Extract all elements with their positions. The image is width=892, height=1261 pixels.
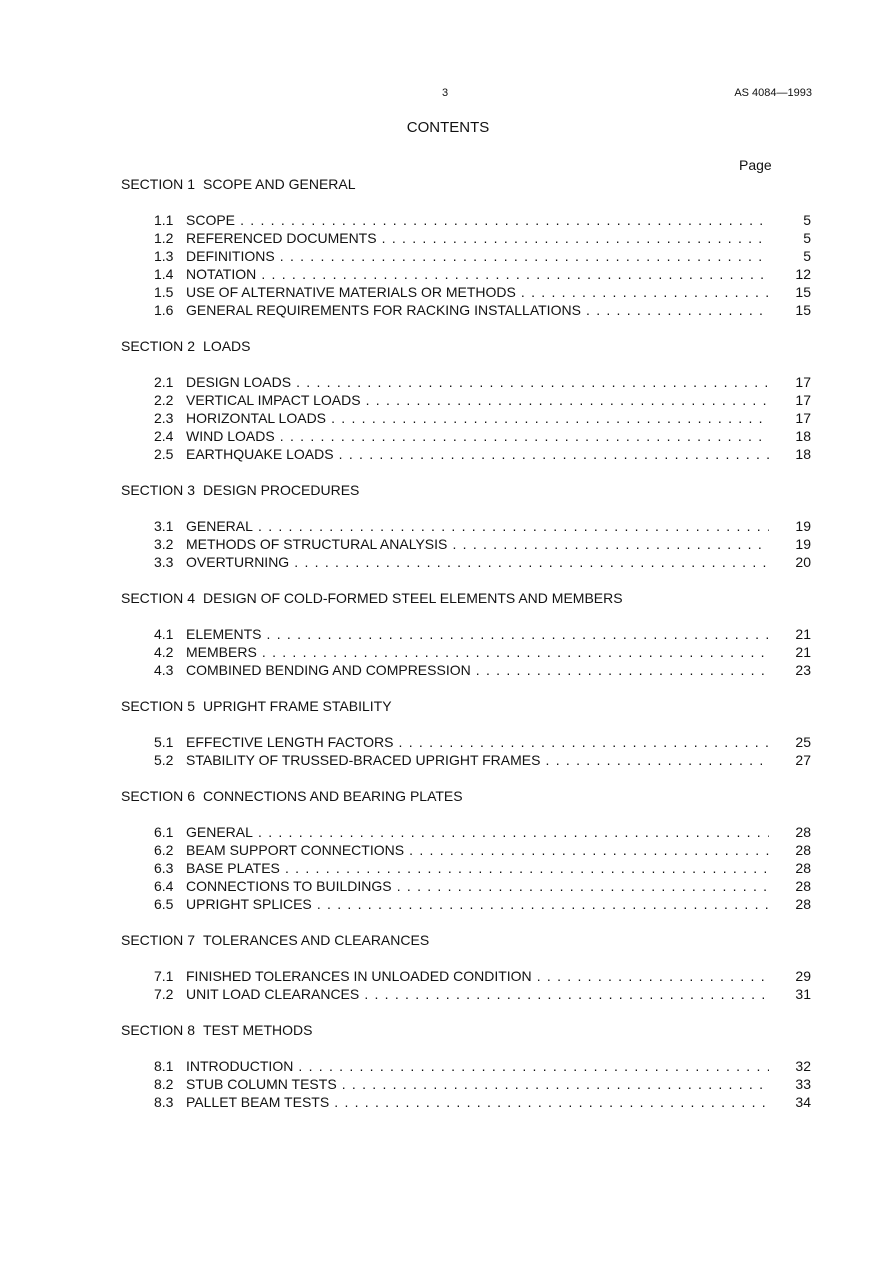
entry-number: 1.3	[154, 248, 174, 264]
section-entries	[121, 625, 811, 679]
entry-title: ELEMENTS . . .	[186, 625, 811, 643]
entry-number: 6.1	[154, 824, 174, 840]
entry-title: GENERAL . . .	[186, 517, 811, 535]
entry-page: 23	[769, 661, 811, 679]
section-heading[interactable]	[121, 931, 811, 949]
section-entries	[121, 517, 811, 571]
section-label: SECTION	[121, 338, 184, 354]
entry-number: 2.2	[154, 392, 174, 408]
toc-entry[interactable]	[154, 211, 811, 229]
section-heading[interactable]	[121, 337, 811, 355]
section-title: UPRIGHT FRAME STABILITY	[203, 698, 392, 714]
entry-number: 7.2	[154, 986, 174, 1002]
entry-number: 1.5	[154, 284, 174, 300]
entry-page: 28	[769, 895, 811, 913]
entry-title: BEAM SUPPORT CONNECTIONS . . .	[186, 841, 811, 859]
entry-title: SCOPE . . .	[186, 211, 811, 229]
entry-title: UPRIGHT SPLICES . . .	[186, 895, 811, 913]
section-title: SCOPE AND GENERAL	[203, 176, 356, 192]
entry-number: 1.1	[154, 212, 174, 228]
section-title: DESIGN PROCEDURES	[203, 482, 360, 498]
entry-number: 1.2	[154, 230, 174, 246]
entry-page: 29	[769, 967, 811, 985]
entry-page: 28	[769, 823, 811, 841]
toc-entry[interactable]	[154, 643, 811, 661]
entry-title: FINISHED TOLERANCES IN UNLOADED CONDITION . . .	[186, 967, 811, 985]
entry-number: 2.3	[154, 410, 174, 426]
entry-page: 34	[769, 1093, 811, 1111]
entry-title: MEMBERS . . .	[186, 643, 811, 661]
section-number: 7	[187, 932, 196, 948]
toc-entry[interactable]	[154, 967, 811, 985]
entry-page: 17	[769, 373, 811, 391]
section-entries	[121, 1057, 811, 1111]
entry-title: UNIT LOAD CLEARANCES . . .	[186, 985, 811, 1003]
entry-number: 6.4	[154, 878, 174, 894]
toc-entry[interactable]	[154, 553, 811, 571]
toc-entry[interactable]	[154, 625, 811, 643]
entry-page: 18	[769, 427, 811, 445]
entry-page: 27	[769, 751, 811, 769]
toc-entry[interactable]	[154, 373, 811, 391]
entry-title: STUB COLUMN TESTS . . .	[186, 1075, 811, 1093]
entry-title: DEFINITIONS . . .	[186, 247, 811, 265]
entry-title: HORIZONTAL LOADS . . .	[186, 409, 811, 427]
entry-title: BASE PLATES . . .	[186, 859, 811, 877]
toc-entry[interactable]	[154, 535, 811, 553]
toc-section	[121, 481, 811, 571]
section-label: SECTION	[121, 698, 184, 714]
entry-title: USE OF ALTERNATIVE MATERIALS OR METHODS . . .	[186, 283, 811, 301]
entry-page: 28	[769, 841, 811, 859]
entry-number: 6.5	[154, 896, 174, 912]
toc-entry[interactable]	[154, 985, 811, 1003]
section-heading[interactable]	[121, 697, 811, 715]
entry-number: 1.6	[154, 302, 174, 318]
toc-section	[121, 1021, 811, 1111]
toc-entry[interactable]	[154, 1075, 811, 1093]
toc-entry[interactable]	[154, 895, 811, 913]
page-number: 3	[442, 87, 449, 99]
contents-title: CONTENTS	[406, 119, 490, 136]
section-title: CONNECTIONS AND BEARING PLATES	[203, 788, 463, 804]
entry-page: 19	[769, 517, 811, 535]
entry-number: 5.2	[154, 752, 174, 768]
entry-number: 7.1	[154, 968, 174, 984]
section-heading[interactable]	[121, 589, 811, 607]
section-title: LOADS	[203, 338, 251, 354]
toc-entry[interactable]	[154, 1093, 811, 1111]
toc-entry[interactable]	[154, 751, 811, 769]
entry-title: EARTHQUAKE LOADS . . .	[186, 445, 811, 463]
entry-page: 32	[769, 1057, 811, 1075]
toc-entry[interactable]	[154, 823, 811, 841]
toc-entry[interactable]	[154, 859, 811, 877]
section-heading[interactable]	[121, 787, 811, 805]
toc-entry[interactable]	[154, 247, 811, 265]
entry-page: 28	[769, 877, 811, 895]
entry-number: 3.1	[154, 518, 174, 534]
entry-page: 28	[769, 859, 811, 877]
entry-title: OVERTURNING . . .	[186, 553, 811, 571]
section-heading[interactable]	[121, 481, 811, 499]
entry-title: COMBINED BENDING AND COMPRESSION . . .	[186, 661, 811, 679]
entry-page: 15	[769, 283, 811, 301]
section-number: 8	[187, 1022, 196, 1038]
entry-title: VERTICAL IMPACT LOADS . . .	[186, 391, 811, 409]
section-entries	[121, 211, 811, 319]
entry-title: REFERENCED DOCUMENTS . . .	[186, 229, 811, 247]
entry-page: 15	[769, 301, 811, 319]
page-column-label: Page	[739, 157, 772, 173]
entry-page: 5	[769, 247, 811, 265]
entry-number: 4.1	[154, 626, 174, 642]
toc-entry[interactable]	[154, 877, 811, 895]
entry-title: GENERAL REQUIREMENTS FOR RACKING INSTALLATIONS . . .	[186, 301, 811, 319]
toc-section	[121, 787, 811, 913]
entry-number: 2.4	[154, 428, 174, 444]
entry-number: 6.3	[154, 860, 174, 876]
toc-section	[121, 589, 811, 679]
section-title: DESIGN OF COLD-FORMED STEEL ELEMENTS AND MEMBERS	[203, 590, 623, 606]
entry-number: 8.2	[154, 1076, 174, 1092]
entry-page: 25	[769, 733, 811, 751]
section-label: SECTION	[121, 176, 184, 192]
section-label: SECTION	[121, 482, 184, 498]
section-title: TEST METHODS	[203, 1022, 313, 1038]
entry-page: 17	[769, 391, 811, 409]
section-heading[interactable]	[121, 1021, 811, 1039]
toc-entry[interactable]	[154, 517, 811, 535]
entry-page: 21	[769, 625, 811, 643]
section-number: 6	[187, 788, 196, 804]
toc-entry[interactable]	[154, 427, 811, 445]
section-entries	[121, 967, 811, 1003]
toc-entry[interactable]	[154, 409, 811, 427]
toc-section	[121, 337, 811, 463]
entry-title: WIND LOADS . . .	[186, 427, 811, 445]
entry-page: 5	[769, 211, 811, 229]
section-label: SECTION	[121, 788, 184, 804]
entry-title: DESIGN LOADS . . .	[186, 373, 811, 391]
entry-page: 12	[769, 265, 811, 283]
section-title: TOLERANCES AND CLEARANCES	[203, 932, 430, 948]
toc-entry[interactable]	[154, 733, 811, 751]
section-label: SECTION	[121, 590, 184, 606]
entry-number: 2.1	[154, 374, 174, 390]
section-entries	[121, 823, 811, 913]
toc-entry[interactable]	[154, 1057, 811, 1075]
section-label: SECTION	[121, 932, 184, 948]
entry-page: 21	[769, 643, 811, 661]
toc-entry[interactable]	[154, 265, 811, 283]
section-number: 3	[187, 482, 196, 498]
toc-entry[interactable]	[154, 445, 811, 463]
entry-title: PALLET BEAM TESTS . . .	[186, 1093, 811, 1111]
entry-title: STABILITY OF TRUSSED-BRACED UPRIGHT FRAMES . . .	[186, 751, 811, 769]
section-entries	[121, 373, 811, 463]
entry-number: 2.5	[154, 446, 174, 462]
entry-number: 4.2	[154, 644, 174, 660]
entry-page: 20	[769, 553, 811, 571]
section-number: 2	[187, 338, 196, 354]
toc-entry[interactable]	[154, 229, 811, 247]
entry-title: CONNECTIONS TO BUILDINGS . . .	[186, 877, 811, 895]
entry-number: 6.2	[154, 842, 174, 858]
entry-title: GENERAL . . .	[186, 823, 811, 841]
entry-number: 5.1	[154, 734, 174, 750]
toc-entry[interactable]	[154, 391, 811, 409]
entry-title: METHODS OF STRUCTURAL ANALYSIS . . .	[186, 535, 811, 553]
toc-section	[121, 175, 811, 319]
toc-entry[interactable]	[154, 283, 811, 301]
standard-code: AS 4084—1993	[734, 87, 812, 99]
section-number: 1	[187, 176, 196, 192]
toc-entry[interactable]	[154, 661, 811, 679]
section-number: 4	[187, 590, 196, 606]
toc-entry[interactable]	[154, 301, 811, 319]
toc-entry[interactable]	[154, 841, 811, 859]
entry-page: 33	[769, 1075, 811, 1093]
entry-number: 8.1	[154, 1058, 174, 1074]
toc-section	[121, 931, 811, 1003]
entry-title: INTRODUCTION . . .	[186, 1057, 811, 1075]
entry-number: 3.2	[154, 536, 174, 552]
section-entries	[121, 733, 811, 769]
section-label: SECTION	[121, 1022, 184, 1038]
entry-number: 3.3	[154, 554, 174, 570]
entry-number: 4.3	[154, 662, 174, 678]
toc-section	[121, 697, 811, 769]
entry-title: NOTATION . . .	[186, 265, 811, 283]
entry-page: 19	[769, 535, 811, 553]
entry-page: 31	[769, 985, 811, 1003]
entry-number: 8.3	[154, 1094, 174, 1110]
section-number: 5	[187, 698, 196, 714]
entry-page: 18	[769, 445, 811, 463]
section-heading[interactable]	[121, 175, 811, 193]
table-of-contents	[121, 175, 811, 1129]
entry-title: EFFECTIVE LENGTH FACTORS . . .	[186, 733, 811, 751]
entry-number: 1.4	[154, 266, 174, 282]
entry-page: 17	[769, 409, 811, 427]
entry-page: 5	[769, 229, 811, 247]
